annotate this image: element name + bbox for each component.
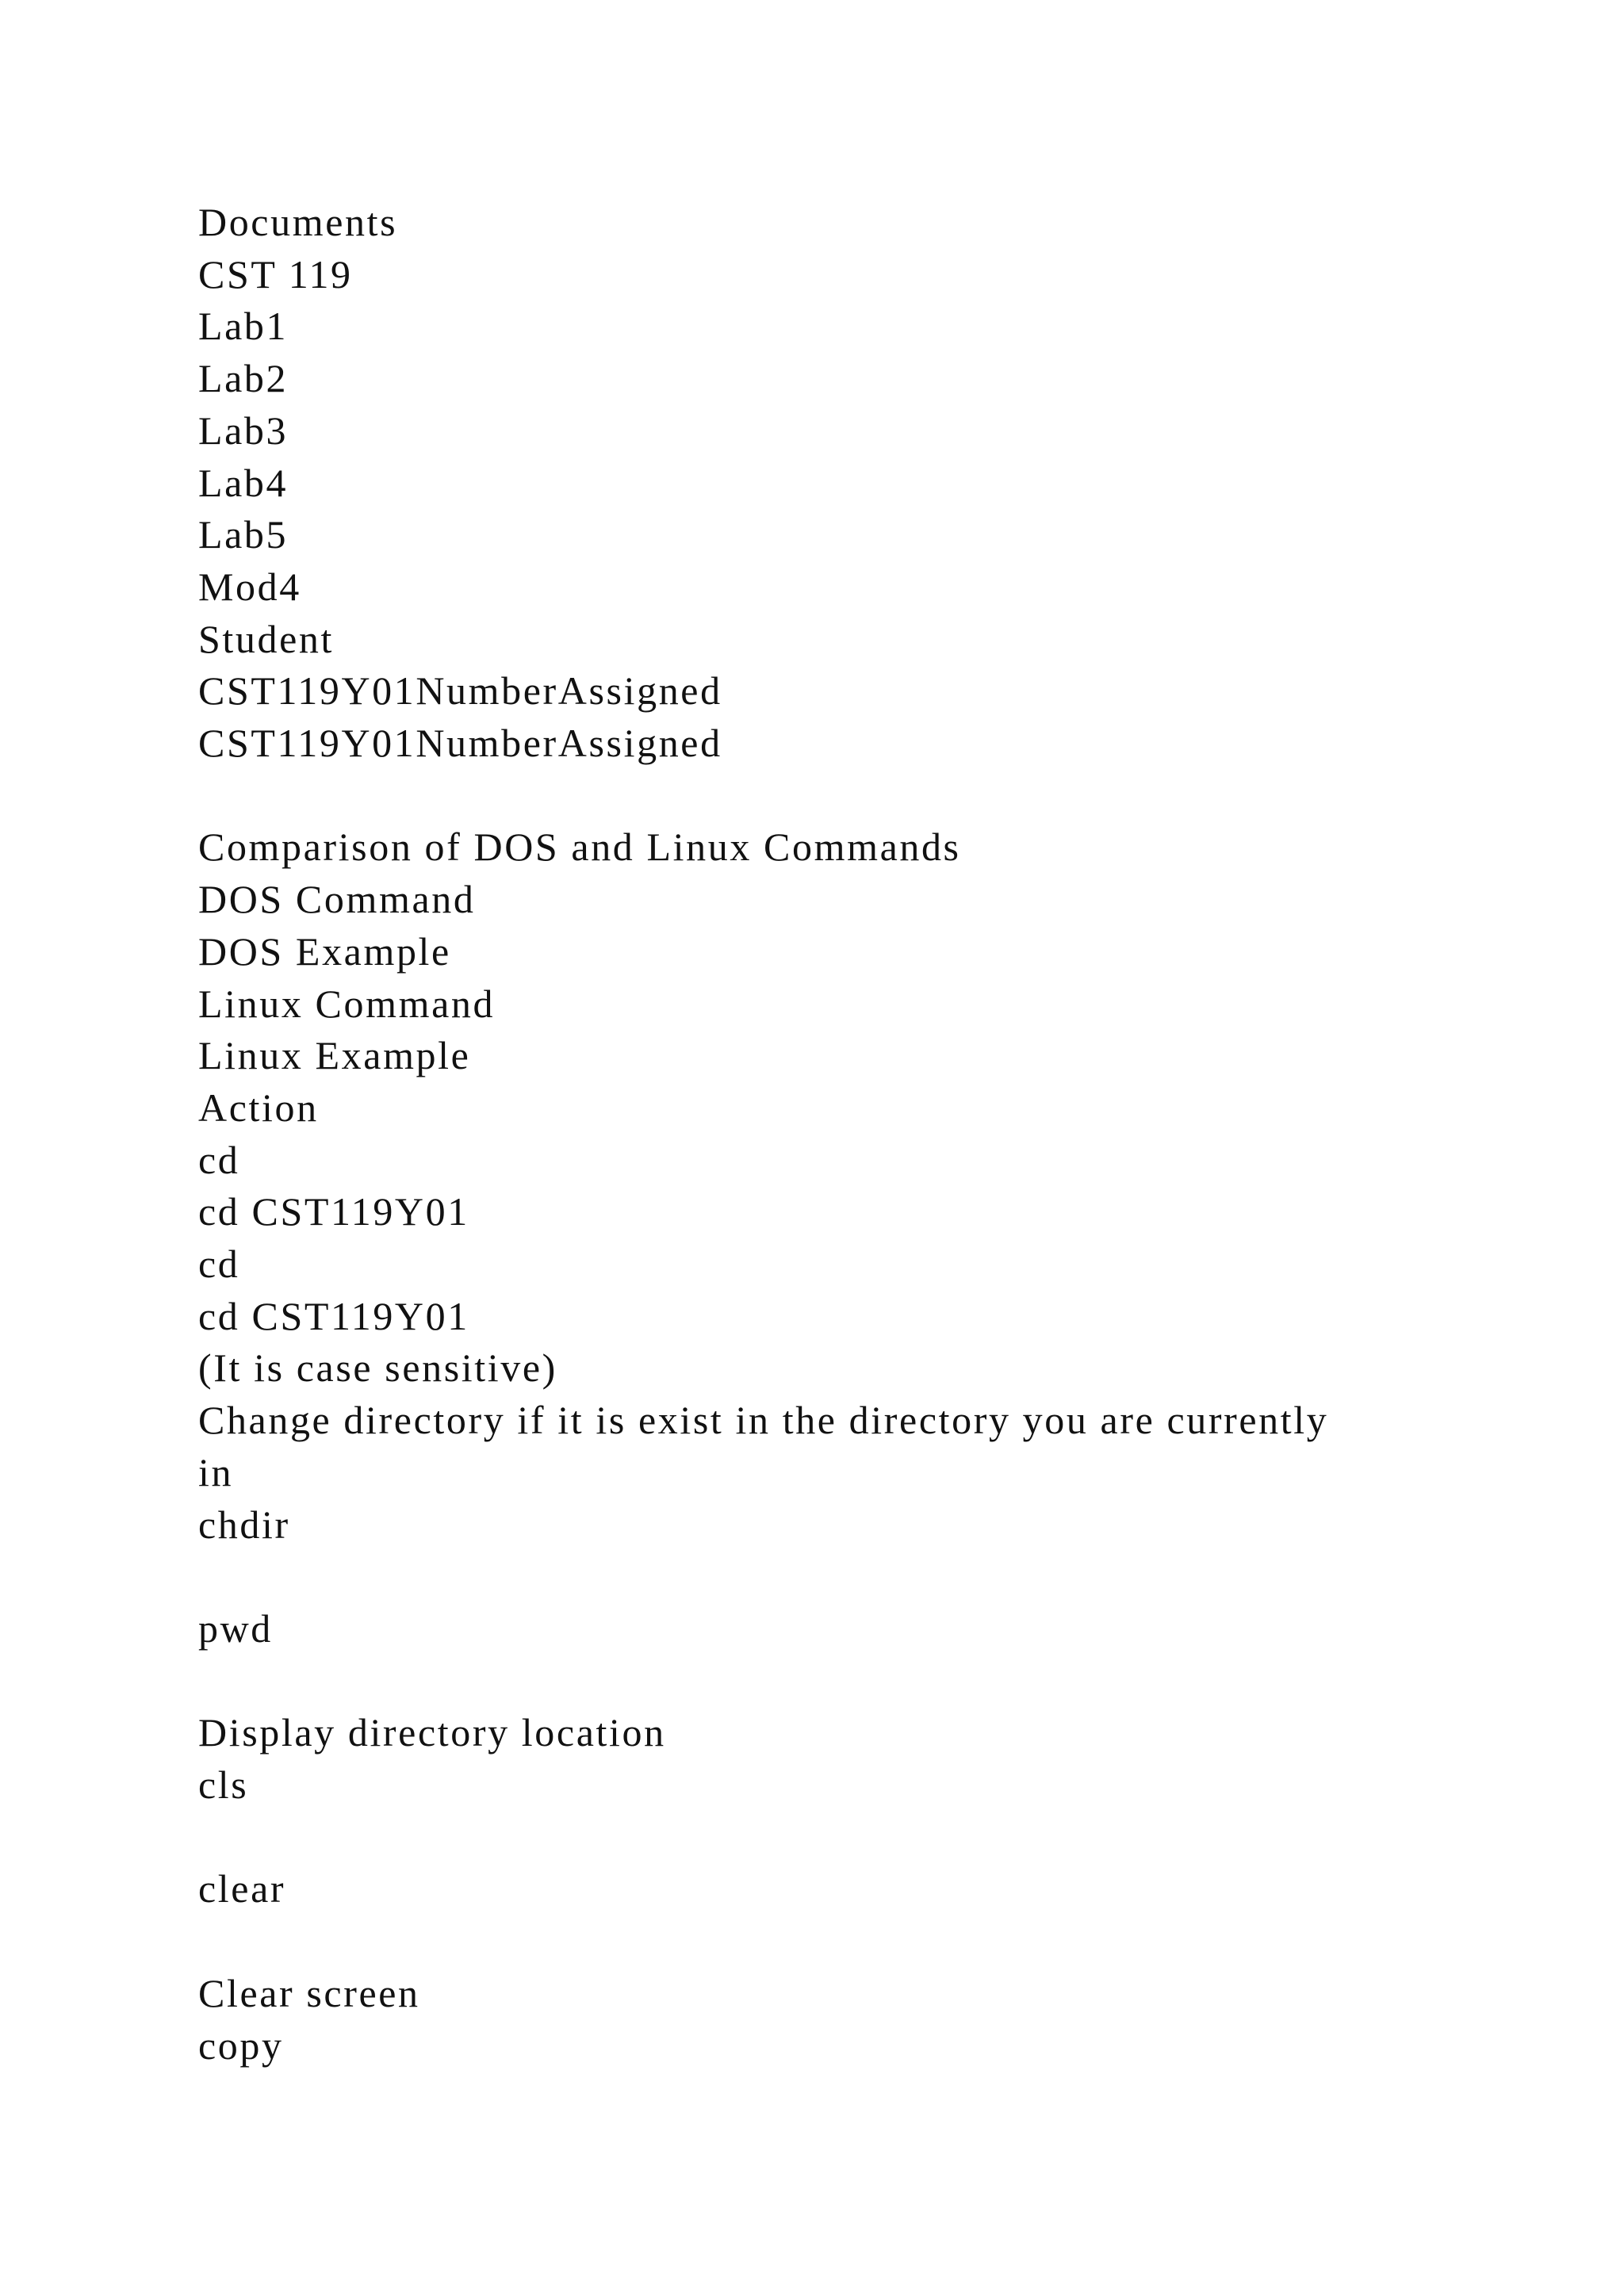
dos-command-copy: copy bbox=[198, 2022, 284, 2068]
column-header-action: Action bbox=[198, 1085, 319, 1130]
folder-cst-119: CST 119 bbox=[198, 251, 353, 297]
column-header-linux-command: Linux Command bbox=[198, 981, 496, 1026]
folder-lab5: Lab5 bbox=[198, 512, 289, 557]
folder-lab4: Lab4 bbox=[198, 460, 289, 505]
column-header-dos-example: DOS Example bbox=[198, 928, 451, 974]
linux-command-clear: clear bbox=[198, 1866, 286, 1911]
folder-number-assigned-2: CST119Y01NumberAssigned bbox=[198, 721, 722, 766]
linux-example-cd: cd CST119Y01 bbox=[198, 1293, 469, 1338]
dos-example-cd: cd CST119Y01 bbox=[198, 1189, 469, 1234]
folder-documents: Documents bbox=[198, 200, 398, 244]
action-change-directory-cont: in bbox=[198, 1449, 234, 1494]
dos-command-cd: cd bbox=[198, 1137, 240, 1182]
document-text bbox=[198, 197, 1467, 2072]
linux-example-note: (It is case sensitive) bbox=[198, 1345, 557, 1391]
folder-lab3: Lab3 bbox=[198, 408, 289, 453]
action-clear-screen: Clear screen bbox=[198, 1970, 420, 2015]
dos-command-chdir: chdir bbox=[198, 1502, 290, 1547]
blank-line bbox=[198, 1915, 1467, 1968]
section-title: Comparison of DOS and Linux Commands bbox=[198, 825, 961, 870]
folder-lab2: Lab2 bbox=[198, 356, 289, 401]
action-display-directory: Display directory location bbox=[198, 1710, 666, 1755]
column-header-dos-command: DOS Command bbox=[198, 877, 476, 922]
column-header-linux-example: Linux Example bbox=[198, 1033, 471, 1078]
folder-mod4: Mod4 bbox=[198, 564, 301, 609]
blank-line bbox=[198, 1655, 1467, 1708]
blank-line bbox=[198, 770, 1467, 822]
action-change-directory: Change directory if it is exist in the directory you are currently bbox=[198, 1398, 1329, 1443]
blank-line bbox=[198, 1551, 1467, 1603]
dos-command-cls: cls bbox=[198, 1762, 249, 1808]
folder-student: Student bbox=[198, 616, 334, 661]
linux-command-cd: cd bbox=[198, 1242, 240, 1287]
folder-lab1: Lab1 bbox=[198, 304, 289, 349]
linux-command-pwd: pwd bbox=[198, 1605, 273, 1651]
blank-line bbox=[198, 1812, 1467, 1864]
folder-number-assigned-1: CST119Y01NumberAssigned bbox=[198, 668, 722, 714]
